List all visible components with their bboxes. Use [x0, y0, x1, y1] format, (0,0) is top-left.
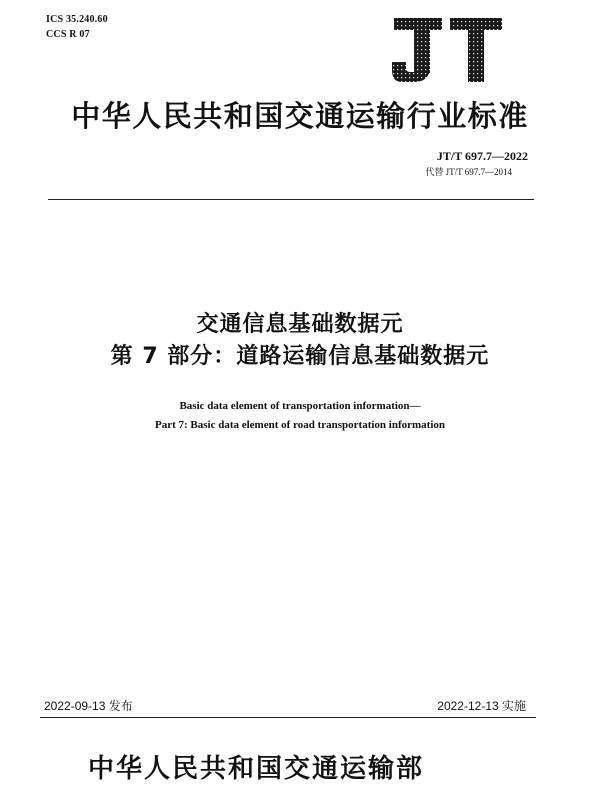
effective-date: 2022-12-13 实施	[437, 699, 526, 713]
title-en-line1: Basic data element of transportation information—	[179, 400, 421, 412]
publish-date: 2022-09-13 发布	[44, 699, 133, 713]
title-en-line2: Part 7: Basic data element of road transportation information	[154, 419, 446, 431]
title-zh-line1: 交通信息基础数据元	[196, 312, 404, 337]
jt-logo	[388, 16, 506, 84]
classification-codes	[46, 12, 108, 42]
ccs-code: CCS R 07	[46, 29, 90, 40]
footer-divider	[40, 717, 536, 718]
standard-number: JT/T 697.7—2022	[436, 149, 528, 163]
issuing-body-title: 中华人民共和国交通运输行业标准	[71, 99, 529, 133]
header-divider	[48, 199, 534, 200]
footer-issuer: 中华人民共和国交通运输部	[88, 754, 425, 784]
jt-logo-graphic	[388, 16, 506, 84]
ics-code: ICS 35.240.60	[46, 14, 108, 25]
title-zh-line2: 第 7 部分：道路运输信息基础数据元	[110, 344, 490, 369]
replaces-standard: 代替 JT/T 697.7—2014	[425, 167, 512, 177]
